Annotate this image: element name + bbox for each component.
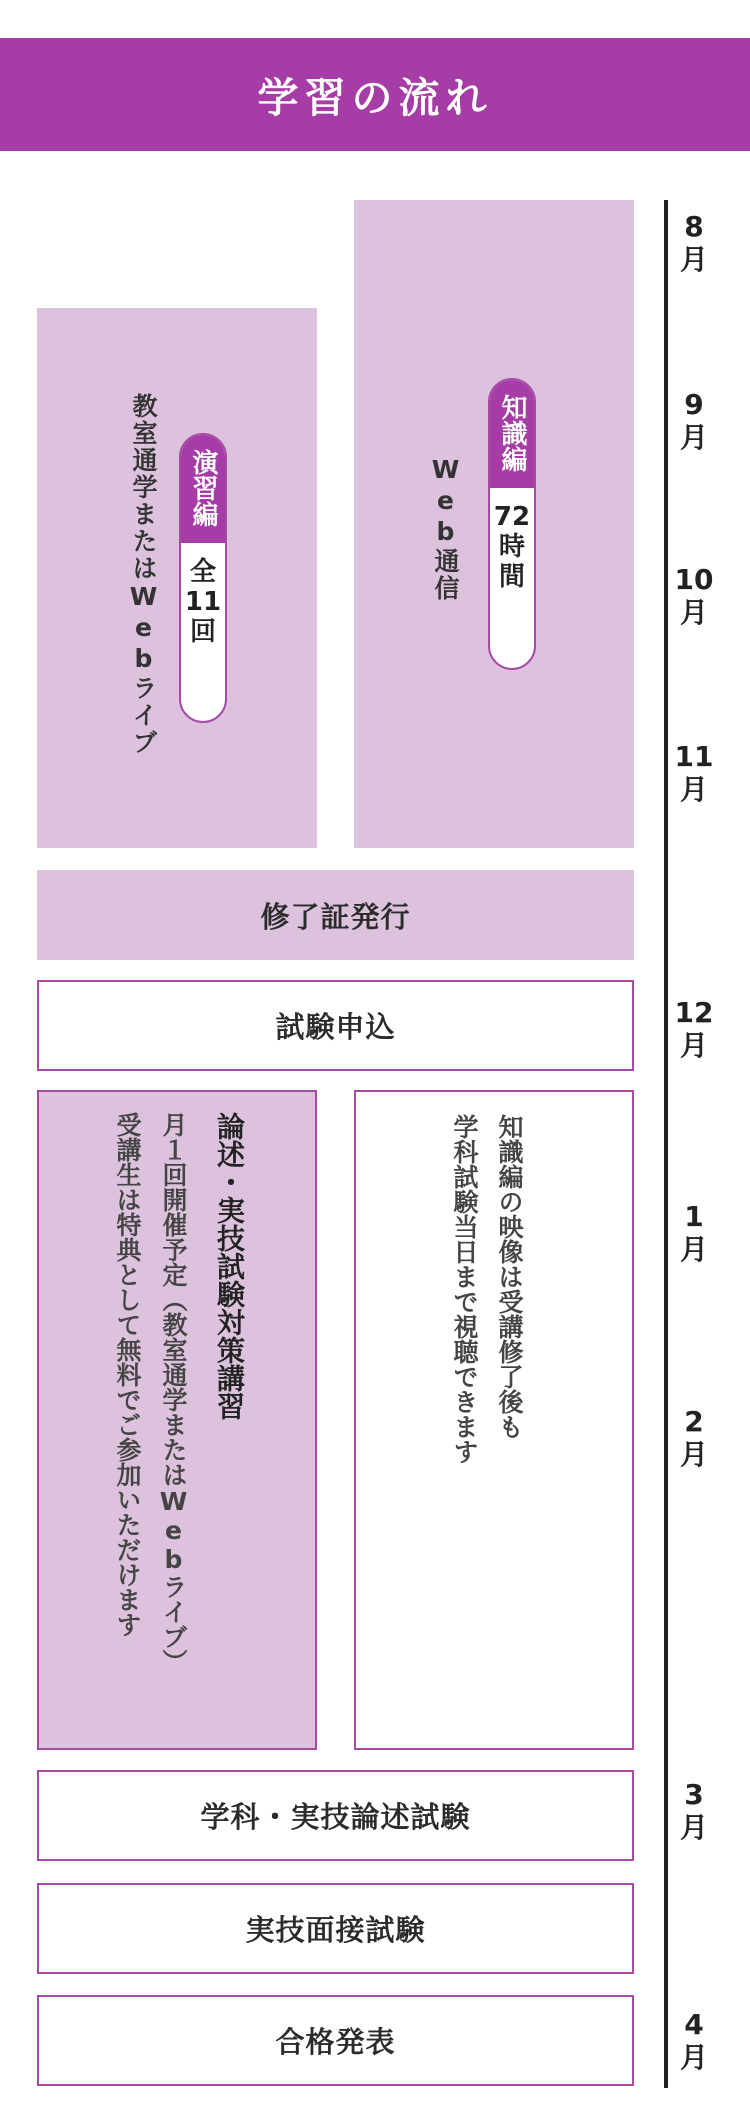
practice-count [185,543,221,661]
month-jan [668,1200,720,1266]
video-note-line1: 知識編の映像は受講修了後も [495,1114,524,1439]
month-label: 10 月 [674,563,714,629]
knowledge-block [354,200,634,848]
month-label: 3 月 [679,1778,708,1844]
video-note-block [354,1090,634,1750]
month-dec [668,996,720,1062]
month-label: 2 月 [679,1405,708,1471]
month-aug [668,210,720,276]
seminar-line2: 受講生は特典として無料でご参加いただけます [113,1112,142,1637]
practice-badge-label: 演習編 [188,449,218,527]
knowledge-badge-label: 知識編 [497,394,527,472]
seminar-title: 論述・実技試験対策講習 [213,1112,246,1420]
month-label: 4 月 [679,2008,708,2074]
step-certificate [37,870,634,960]
step-apply-label: 試験申込 [275,1010,396,1044]
practice-badge-top [181,435,225,543]
knowledge-hours-label: 72 時 間 [493,502,531,592]
step-interview-exam [37,1883,634,1974]
month-label: 11 月 [674,740,714,806]
practice-count-label: 全 11 回 [184,557,222,647]
month-label: 8 月 [679,210,708,276]
step-written-exam [37,1770,634,1861]
step-results [37,1995,634,2086]
seminar-block [37,1090,317,1750]
month-label: 12 月 [674,996,714,1062]
month-sep [668,388,720,454]
knowledge-badge [488,378,536,670]
knowledge-mode: Web通信 [431,455,460,602]
month-label: 1 月 [679,1200,708,1266]
month-feb [668,1405,720,1471]
step-interview-exam-label: 実技面接試験 [245,1913,426,1947]
page-header [0,38,750,151]
practice-mode: 教室通学またはWebライブ [129,393,158,756]
month-label: 9 月 [679,388,708,454]
month-oct [668,563,720,629]
step-certificate-label: 修了証発行 [260,899,411,934]
step-results-label: 合格発表 [275,2025,396,2059]
seminar-line1: 月１回開催予定（教室通学またはWebライブ） [159,1112,188,1674]
page-title: 学習の流れ [257,74,493,122]
month-mar [668,1778,720,1844]
month-nov [668,740,720,806]
month-apr [668,2008,720,2074]
video-note-line2: 学科試験当日まで視聴できます [450,1114,479,1464]
step-apply [37,980,634,1071]
practice-badge [179,433,227,723]
knowledge-hours [494,488,530,606]
knowledge-badge-top [490,380,534,488]
step-written-exam-label: 学科・実技論述試験 [200,1800,471,1834]
practice-block [37,308,317,848]
